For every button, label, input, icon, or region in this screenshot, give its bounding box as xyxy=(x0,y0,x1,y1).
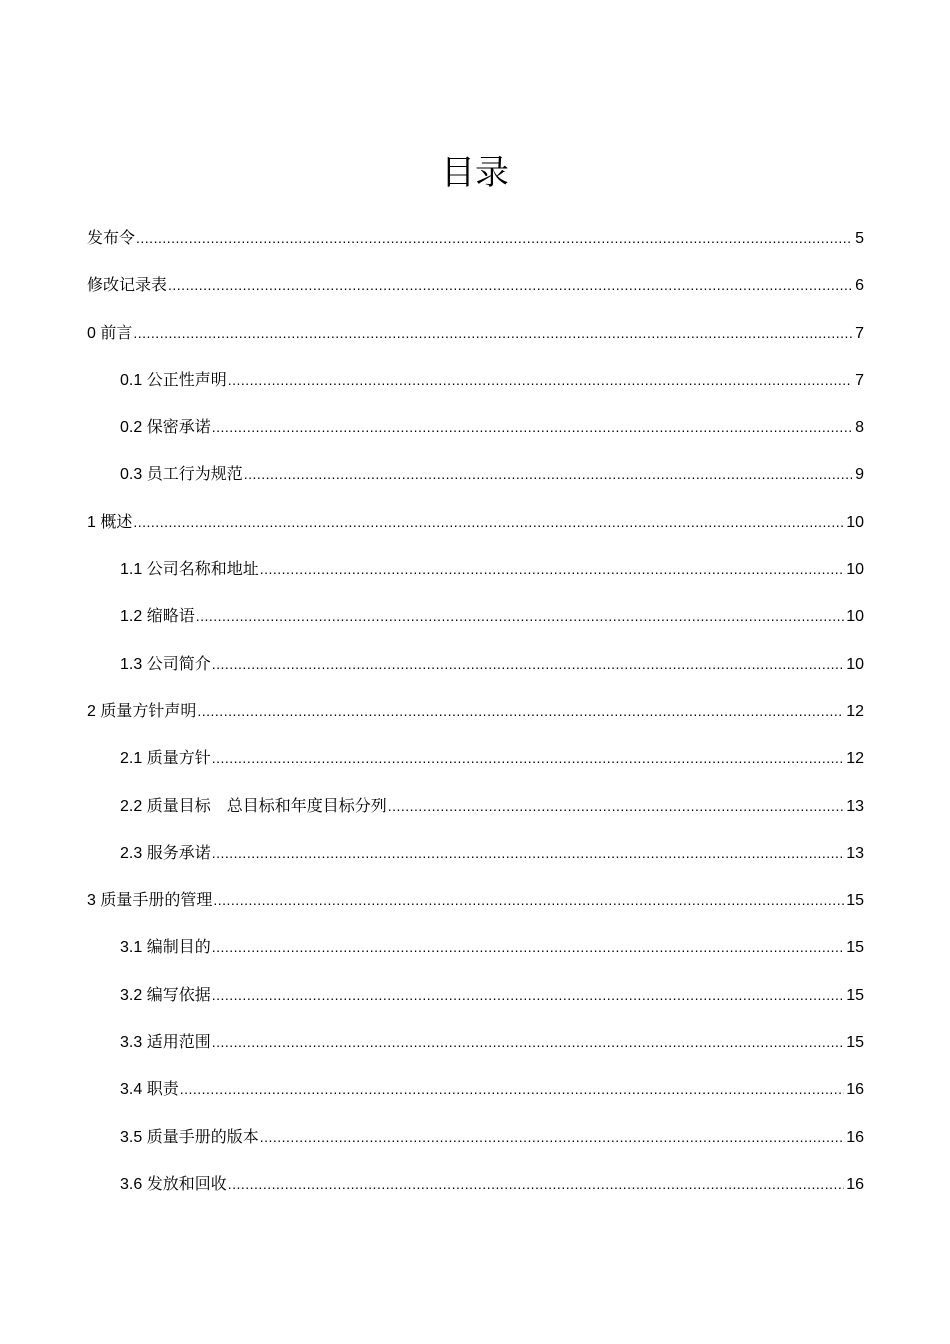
toc-entry[interactable] xyxy=(87,699,864,746)
toc-page-number: 7 xyxy=(855,371,864,389)
toc-dot-leader xyxy=(244,462,852,486)
toc-dot-leader xyxy=(213,888,844,912)
toc-page-number: 9 xyxy=(855,466,864,484)
toc-page-number: 8 xyxy=(855,419,864,437)
toc-list xyxy=(87,226,864,1219)
toc-page-number: 15 xyxy=(846,939,864,957)
toc-entry[interactable] xyxy=(87,841,864,888)
toc-entry-title: 2.2 质量目标 总目标和年度目标分列 xyxy=(120,797,387,815)
toc-dot-leader xyxy=(212,746,845,770)
toc-entry-title: 3.6 发放和回收 xyxy=(120,1175,227,1193)
toc-page-number: 16 xyxy=(846,1081,864,1099)
toc-page-number: 15 xyxy=(846,892,864,910)
toc-page-number: 16 xyxy=(846,1128,864,1146)
toc-dot-leader xyxy=(136,226,852,250)
toc-entry-title: 修改记录表 xyxy=(87,277,168,295)
toc-entry-title: 0.1 公正性声明 xyxy=(120,371,227,389)
toc-dot-leader xyxy=(388,794,845,818)
toc-entry[interactable] xyxy=(87,935,864,982)
toc-entry[interactable] xyxy=(87,415,864,462)
toc-dot-leader xyxy=(260,1125,845,1149)
toc-dot-leader xyxy=(212,652,845,676)
toc-dot-leader xyxy=(212,841,845,865)
toc-entry[interactable] xyxy=(87,226,864,273)
toc-page-number: 10 xyxy=(846,655,864,673)
toc-entry[interactable] xyxy=(87,321,864,368)
toc-entry[interactable] xyxy=(87,794,864,841)
toc-page-number: 15 xyxy=(846,1034,864,1052)
toc-title: 目录 xyxy=(441,153,509,193)
toc-entry[interactable] xyxy=(87,888,864,935)
toc-entry-title: 0.3 员工行为规范 xyxy=(120,466,243,484)
toc-dot-leader xyxy=(228,1172,845,1196)
toc-entry-title: 1 概述 xyxy=(87,513,133,531)
toc-entry-title: 0 前言 xyxy=(87,324,133,342)
toc-entry-title: 3 质量手册的管理 xyxy=(87,892,213,910)
toc-page-number: 16 xyxy=(846,1175,864,1193)
toc-entry[interactable] xyxy=(87,746,864,793)
toc-entry-title: 0.2 保密承诺 xyxy=(120,419,211,437)
toc-entry-title: 3.3 适用范围 xyxy=(120,1034,211,1052)
toc-entry[interactable] xyxy=(87,273,864,320)
toc-page-number: 12 xyxy=(846,702,864,720)
toc-dot-leader xyxy=(212,415,852,439)
toc-entry[interactable] xyxy=(87,510,864,557)
toc-page-number: 15 xyxy=(846,986,864,1004)
toc-entry[interactable] xyxy=(87,1125,864,1172)
toc-entry-title: 1.2 缩略语 xyxy=(120,608,195,626)
toc-entry-title: 1.1 公司名称和地址 xyxy=(120,561,259,579)
toc-entry[interactable] xyxy=(87,1030,864,1077)
toc-page-number: 6 xyxy=(855,277,864,295)
toc-entry[interactable] xyxy=(87,1077,864,1124)
toc-dot-leader xyxy=(180,1077,845,1101)
toc-dot-leader xyxy=(133,321,852,345)
toc-entry[interactable] xyxy=(87,368,864,415)
toc-page-number: 12 xyxy=(846,750,864,768)
toc-entry-title: 3.1 编制目的 xyxy=(120,939,211,957)
toc-entry[interactable] xyxy=(87,983,864,1030)
toc-entry-title: 3.2 编写依据 xyxy=(120,986,211,1004)
toc-entry-title: 3.5 质量手册的版本 xyxy=(120,1128,259,1146)
toc-entry-title: 2 质量方针声明 xyxy=(87,702,197,720)
toc-dot-leader xyxy=(212,935,845,959)
toc-page-number: 13 xyxy=(846,844,864,862)
toc-entry[interactable] xyxy=(87,604,864,651)
toc-page-number: 10 xyxy=(846,513,864,531)
toc-page-number: 10 xyxy=(846,561,864,579)
toc-entry-title: 2.1 质量方针 xyxy=(120,750,211,768)
toc-entry[interactable] xyxy=(87,557,864,604)
toc-page-number: 10 xyxy=(846,608,864,626)
toc-page-number: 5 xyxy=(855,230,864,247)
toc-page-number: 7 xyxy=(855,324,864,342)
toc-dot-leader xyxy=(228,368,852,392)
toc-dot-leader xyxy=(133,510,844,534)
toc-dot-leader xyxy=(260,557,845,581)
toc-entry-title: 3.4 职责 xyxy=(120,1081,179,1099)
toc-page-number: 13 xyxy=(846,797,864,815)
toc-dot-leader xyxy=(212,983,845,1007)
toc-entry[interactable] xyxy=(87,652,864,699)
toc-entry-title: 2.3 服务承诺 xyxy=(120,844,211,862)
toc-dot-leader xyxy=(196,604,845,628)
toc-entry[interactable] xyxy=(87,462,864,509)
toc-dot-leader xyxy=(197,699,844,723)
toc-dot-leader xyxy=(168,273,852,297)
toc-entry[interactable] xyxy=(87,1172,864,1219)
toc-entry-title: 1.3 公司简介 xyxy=(120,655,211,673)
toc-entry-title: 发布令 xyxy=(87,230,136,247)
toc-dot-leader xyxy=(212,1030,845,1054)
